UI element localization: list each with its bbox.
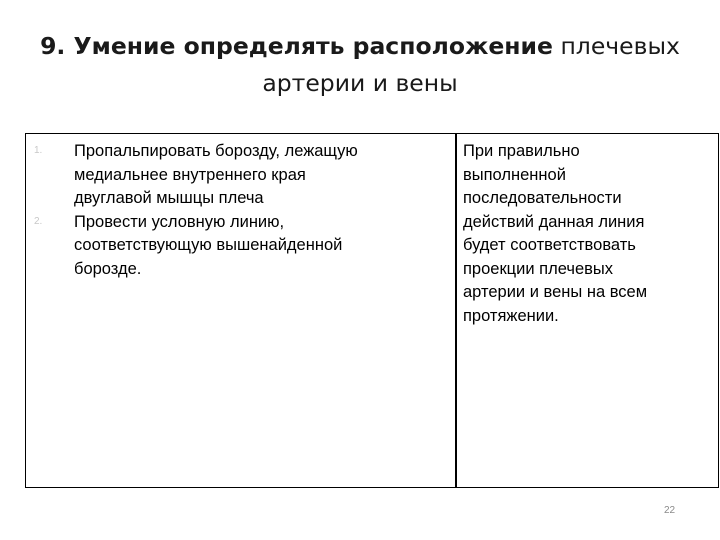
step-2-line-1: Провести условную линию, <box>74 212 285 231</box>
step-number-2: 2. <box>34 215 43 227</box>
procedure-table <box>25 133 719 488</box>
slide-title-line-2: артерии и вены <box>262 69 458 97</box>
result-line-3: последовательности <box>463 189 622 207</box>
result-column <box>463 140 713 328</box>
result-line-7: артерии и вены на всем <box>463 283 648 301</box>
result-line-2: выполненной <box>463 165 566 184</box>
result-line-1: При правильно <box>463 142 580 160</box>
slide-title <box>20 28 700 102</box>
slide-title-bold: 9. Умение определять расположение <box>40 32 553 60</box>
column-divider <box>455 134 457 487</box>
step-1-line-1: Пропальпировать борозду, лежащую <box>74 142 358 160</box>
result-line-5: будет соответствовать <box>463 236 636 254</box>
step-number-1: 1. <box>34 145 43 156</box>
step-1-line-2: медиальнее внутреннего края <box>74 165 306 184</box>
step-item-1 <box>26 140 451 211</box>
slide-title-line-1 <box>20 28 700 65</box>
step-1-line-3: двуглавой мышцы плеча <box>74 189 264 207</box>
slide-title-normal: плечевых <box>560 32 680 60</box>
step-2-line-2: соответствующую вышенайденной <box>74 236 343 254</box>
step-2-line-3: борозде. <box>74 259 142 278</box>
result-line-4: действий данная линия <box>463 212 645 231</box>
result-line-8: протяжении. <box>463 306 559 325</box>
page-number: 22 <box>664 505 676 516</box>
steps-column <box>26 140 451 281</box>
result-line-6: проекции плечевых <box>463 259 613 278</box>
step-item-2 <box>26 211 451 282</box>
